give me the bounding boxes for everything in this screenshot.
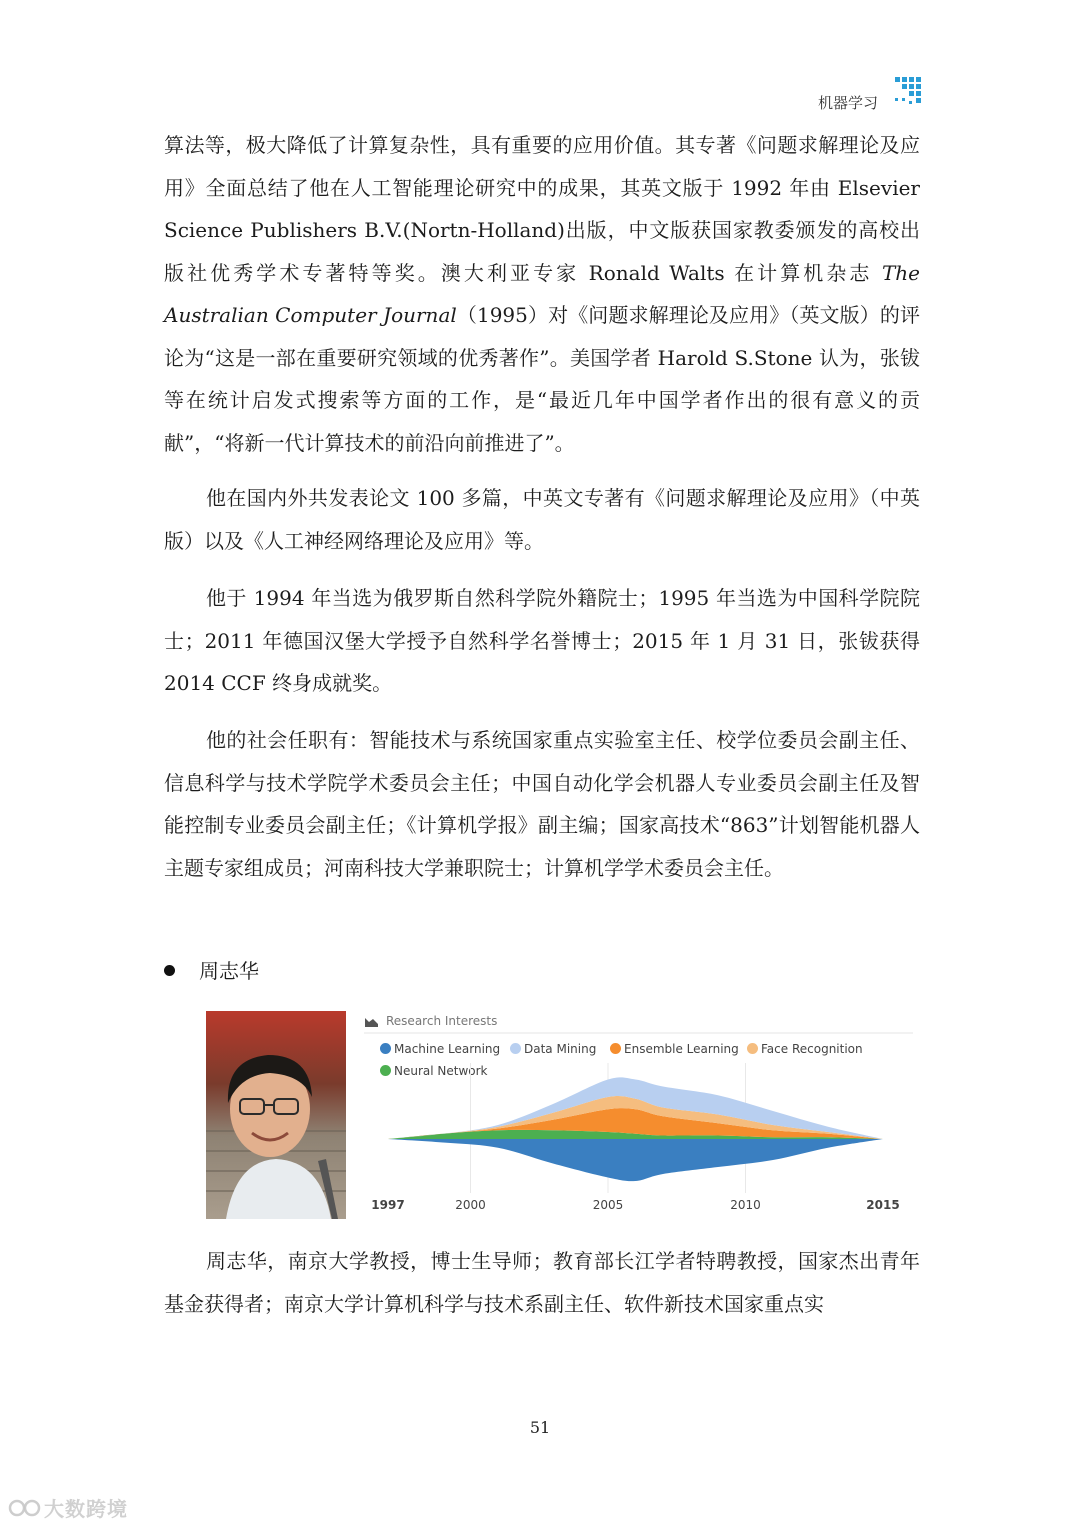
watermark-text: 大数跨境 [44, 1497, 128, 1521]
header-title: 机器学习 [818, 94, 879, 112]
x-tick-label: 1997 [371, 1198, 405, 1212]
portrait-photo [206, 1011, 346, 1219]
paragraph-4: 他的社会任职有：智能技术与系统国家重点实验室主任、校学位委员会副主任、信息科学与技术学院学术委员会主任；中国自动化学会机器人专业委员会副主任及智能控制专业委员会副主任；《计算机学报》副主编；国家高技术“863”计划智能机器人主题专家组成员；河南科技大学兼职院士；计算机学学术委员会主任。 [164, 728, 920, 880]
watermark-logo-icon [8, 1497, 44, 1519]
x-tick-label: 2005 [592, 1198, 624, 1212]
page-number: 51 [529, 1418, 551, 1437]
paragraph-2: 他在国内外共发表论文 100 多篇，中英文专著有《问题求解理论及应用》（中英版）以及《人工神经网络理论及应用》等。 [164, 486, 920, 553]
bullet-heading-text: 周志华 [199, 959, 259, 983]
bullet-heading [164, 956, 259, 986]
research-interests-chart [358, 1008, 918, 1223]
logo-icon [893, 77, 921, 107]
chart-title: Research Interests [386, 1014, 498, 1028]
legend-label: Face Recognition [761, 1042, 863, 1056]
watermark [8, 1493, 128, 1522]
x-tick-label: 2015 [866, 1198, 900, 1212]
legend-label: Neural Network [394, 1064, 488, 1078]
legend-label: Data Mining [524, 1042, 597, 1056]
stream-series-machine-learning[interactable] [388, 1139, 883, 1181]
paragraph-1-part-a: 算法等，极大降低了计算复杂性，具有重要的应用价值。其专著《问题求解理论及应用》全面总结了他在人工智能理论研究中的成果，其英文版于 1992 年由 Elsevier Science Publishers B.V.(Nortn-Holland)出版，中文版获国家教委颁发的高校出版社优秀学术专著特等奖。澳大利亚专家 Ronald Walts 在计算机杂志 [164, 133, 920, 285]
paragraph-3: 他于 1994 年当选为俄罗斯自然科学院外籍院士；1995 年当选为中国科学院院士；2011 年德国汉堡大学授予自然科学名誉博士；2015 年 1 月 31 日，张钹获得 2014 CCF 终身成就奖。 [164, 586, 920, 695]
x-tick-label: 2010 [730, 1198, 761, 1212]
journal-title: The Australian Computer Journal [164, 260, 920, 327]
paragraph-1-part-b: （1995）对《问题求解理论及应用》（英文版）的评论为“这是一部在重要研究领域的优秀著作”。美国学者 Harold S.Stone 认为，张钹等在统计启发式搜索等方面的工作，是“最近几年中国学者作出的很有意义的贡献”，“将新一代计算技术的前沿向前推进了”。 [164, 303, 920, 455]
bullet-icon [164, 965, 175, 976]
paragraph-1 [164, 124, 920, 464]
chart-plot [358, 1008, 918, 1223]
legend-label: Machine Learning [394, 1042, 501, 1056]
paragraph-5: 周志华，南京大学教授，博士生导师；教育部长江学者特聘教授，国家杰出青年基金获得者；南京大学计算机科学与技术系副主任、软件新技术国家重点实 [164, 1249, 920, 1316]
x-tick-label: 2000 [455, 1198, 486, 1212]
legend-label: Ensemble Learning [624, 1042, 739, 1056]
